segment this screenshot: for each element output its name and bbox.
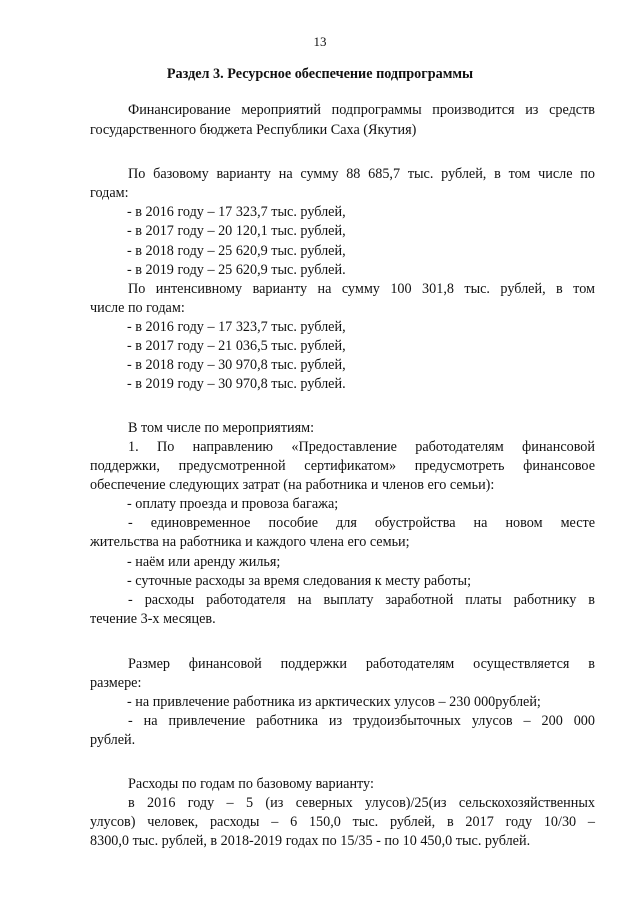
base-variant-line-1: По базовому варианту на сумму 88 685,7 тыс. рублей, в том числе по [128,166,595,182]
expenses-heading: Расходы по годам по базовому варианту: [128,776,374,792]
support-size-line-1: Размер финансовой поддержки работодателям осуществляется в [128,656,595,672]
section-title: Раздел 3. Ресурсное обеспечение подпрограммы [166,66,474,82]
intensive-variant-line-2: числе по годам: [90,300,185,316]
measures-heading: В том числе по мероприятиям: [128,420,315,436]
intensive-variant-line-1: По интенсивному варианту на сумму 100 301,8 тыс. рублей, в том [128,281,595,297]
intro-line-1: Финансирование мероприятий подпрограммы производится из средств [128,102,595,118]
cost-housing: - наём или аренду жилья; [127,554,281,570]
intensive-year-2018: - в 2018 году – 30 970,8 тыс. рублей, [127,357,346,373]
support-surplus-line-1: - на привлечение работника из трудоизбыточных улусов – 200 000 [128,713,595,729]
intensive-year-2019: - в 2019 году – 30 970,8 тыс. рублей. [127,376,346,392]
cost-allowance-line-1: - единовременное пособие для обустройства на новом месте [128,515,595,531]
support-size-line-2: размере: [90,675,142,691]
cost-per-diem: - суточные расходы за время следования к месту работы; [127,573,472,589]
intensive-year-2016: - в 2016 году – 17 323,7 тыс. рублей, [127,319,346,335]
base-year-2017: - в 2017 году – 20 120,1 тыс. рублей, [127,223,346,239]
page-number: 13 [313,34,327,49]
base-variant-line-2: годам: [90,185,129,201]
expenses-line-2: улусов) человек, расходы – 6 150,0 тыс. рублей, в 2017 году 10/30 – [90,814,595,830]
expenses-line-3: 8300,0 тыс. рублей, в 2018-2019 годах по 15/35 - по 10 450,0 тыс. рублей. [90,833,531,849]
measure-1-line-2: поддержки, предусмотренной сертификатом» предусмотреть финансовое [90,458,595,474]
cost-wages-line-2: течение 3-х месяцев. [90,611,216,627]
intro-line-2: государственного бюджета Республики Саха (Якутия) [90,122,417,138]
cost-wages-line-1: - расходы работодателя на выплату заработной платы работнику в [128,592,595,608]
base-year-2019: - в 2019 году – 25 620,9 тыс. рублей. [127,262,346,278]
measure-1-line-1: 1. По направлению «Предоставление работодателям финансовой [128,439,595,455]
support-surplus-line-2: рублей. [90,732,136,748]
cost-allowance-line-2: жительства на работника и каждого члена его семьи; [90,534,410,550]
support-arctic: - на привлечение работника из арктических улусов – 230 000рублей; [127,694,541,710]
measure-1-line-3: обеспечение следующих затрат (на работника и членов его семьи): [90,477,495,493]
expenses-line-1: в 2016 году – 5 (из северных улусов)/25(из сельскохозяйственных [128,795,595,811]
cost-travel: - оплату проезда и провоза багажа; [127,496,339,512]
intensive-year-2017: - в 2017 году – 21 036,5 тыс. рублей, [127,338,346,354]
base-year-2018: - в 2018 году – 25 620,9 тыс. рублей, [127,243,346,259]
base-year-2016: - в 2016 году – 17 323,7 тыс. рублей, [127,204,346,220]
